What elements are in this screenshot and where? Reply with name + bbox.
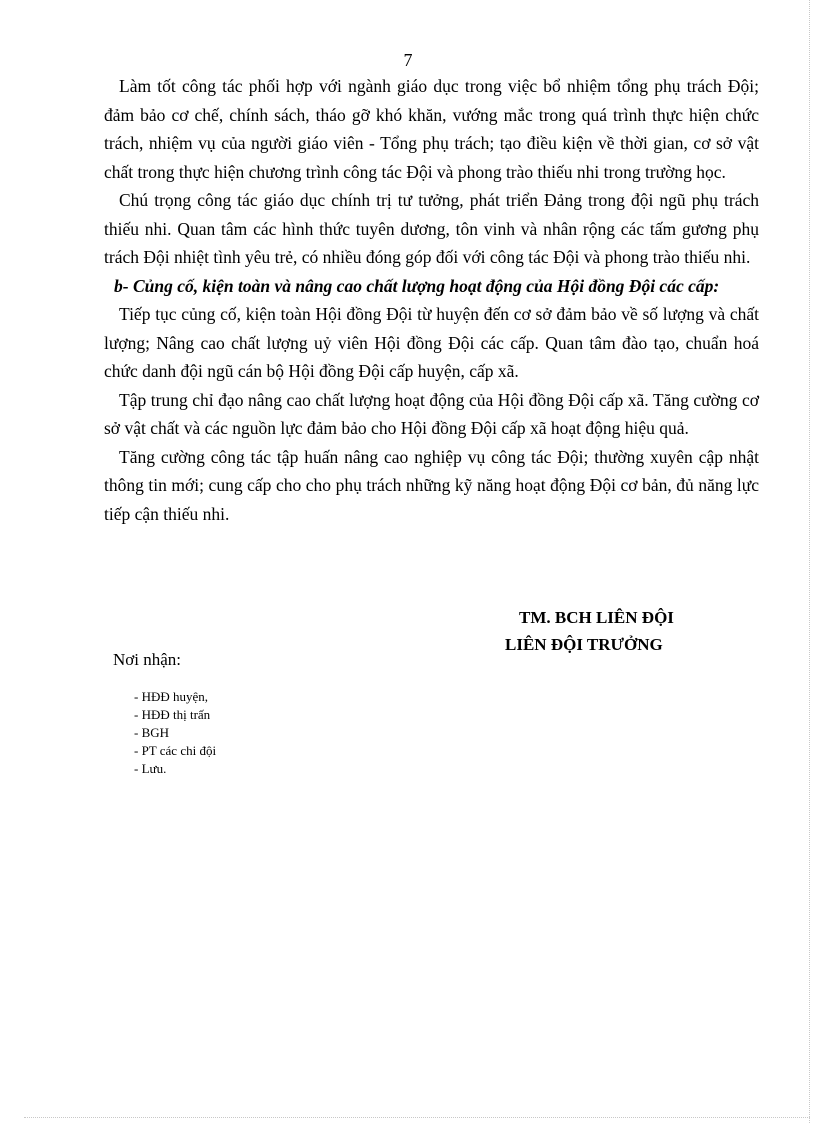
paragraph: Tiếp tục củng cố, kiện toàn Hội đồng Đội từ huyện đến cơ sở đảm bảo về số lượng và chất lượng; Nâng cao chất lượng uỷ viên Hội đồng Đội các cấp. Quan tâm đào tạo, chuẩn hoá chức danh đội ngũ cán bộ Hội đồng Đội cấp huyện, cấp xã. (104, 304, 759, 381)
paragraph: Tăng cường công tác tập huấn nâng cao nghiệp vụ công tác Đội; thường xuyên cập nhật thông tin mới; cung cấp cho cho phụ trách những kỹ năng hoạt động Đội cơ bản, đủ năng lực tiếp cận thiếu nhi. (104, 446, 759, 524)
signature-role: LIÊN ĐỘI TRƯỞNG (505, 635, 663, 654)
signature-title: TM. BCH LIÊN ĐỘI (519, 608, 674, 627)
document-body (104, 72, 759, 528)
page-number: 7 (403, 50, 413, 70)
signature-block (505, 604, 674, 658)
list-item: - HĐĐ huyện, (134, 689, 209, 704)
recipients-label: Nơi nhận: (113, 650, 182, 669)
paragraph: Tập trung chỉ đạo nâng cao chất lượng hoạt động của Hội đồng Đội cấp xã. Tăng cường cơ sở vật chất và các nguồn lực đảm bảo cho Hội đồng Đội cấp xã hoạt động hiệu quả. (104, 389, 759, 438)
page-border-bottom (24, 1117, 810, 1118)
list-item: - HĐĐ thị trấn (134, 707, 211, 722)
list-item: - PT các chi đội (134, 743, 217, 758)
paragraph: Chú trọng công tác giáo dục chính trị tư tưởng, phát triển Đảng trong đội ngũ phụ trách thiếu nhi. Quan tâm các hình thức tuyên dương, tôn vinh và nhân rộng các tấm gương phụ trách Đội nhiệt tình yêu trẻ, có nhiều đóng góp đối với công tác Đội và phong trào thiếu nhi. (104, 190, 759, 267)
list-item: - Lưu. (134, 761, 167, 776)
paragraph: Làm tốt công tác phối hợp với ngành giáo dục trong việc bổ nhiệm tổng phụ trách Đội; đảm bảo cơ chế, chính sách, tháo gỡ khó khăn, vướng mắc trong quá trình thực hiện chức trách, nhiệm vụ của người giáo viên - Tổng phụ trách; tạo điều kiện về thời gian, cơ sở vật chất trong thực hiện chương trình công tác Đội và phong trào thiếu nhi trong trường học. (104, 76, 759, 182)
recipients-list (134, 688, 216, 778)
section-heading: b- Củng cố, kiện toàn và nâng cao chất lượng hoạt động của Hội đồng Đội các cấp: (114, 275, 720, 296)
page-border-right (809, 0, 810, 1123)
list-item: - BGH (134, 725, 170, 740)
